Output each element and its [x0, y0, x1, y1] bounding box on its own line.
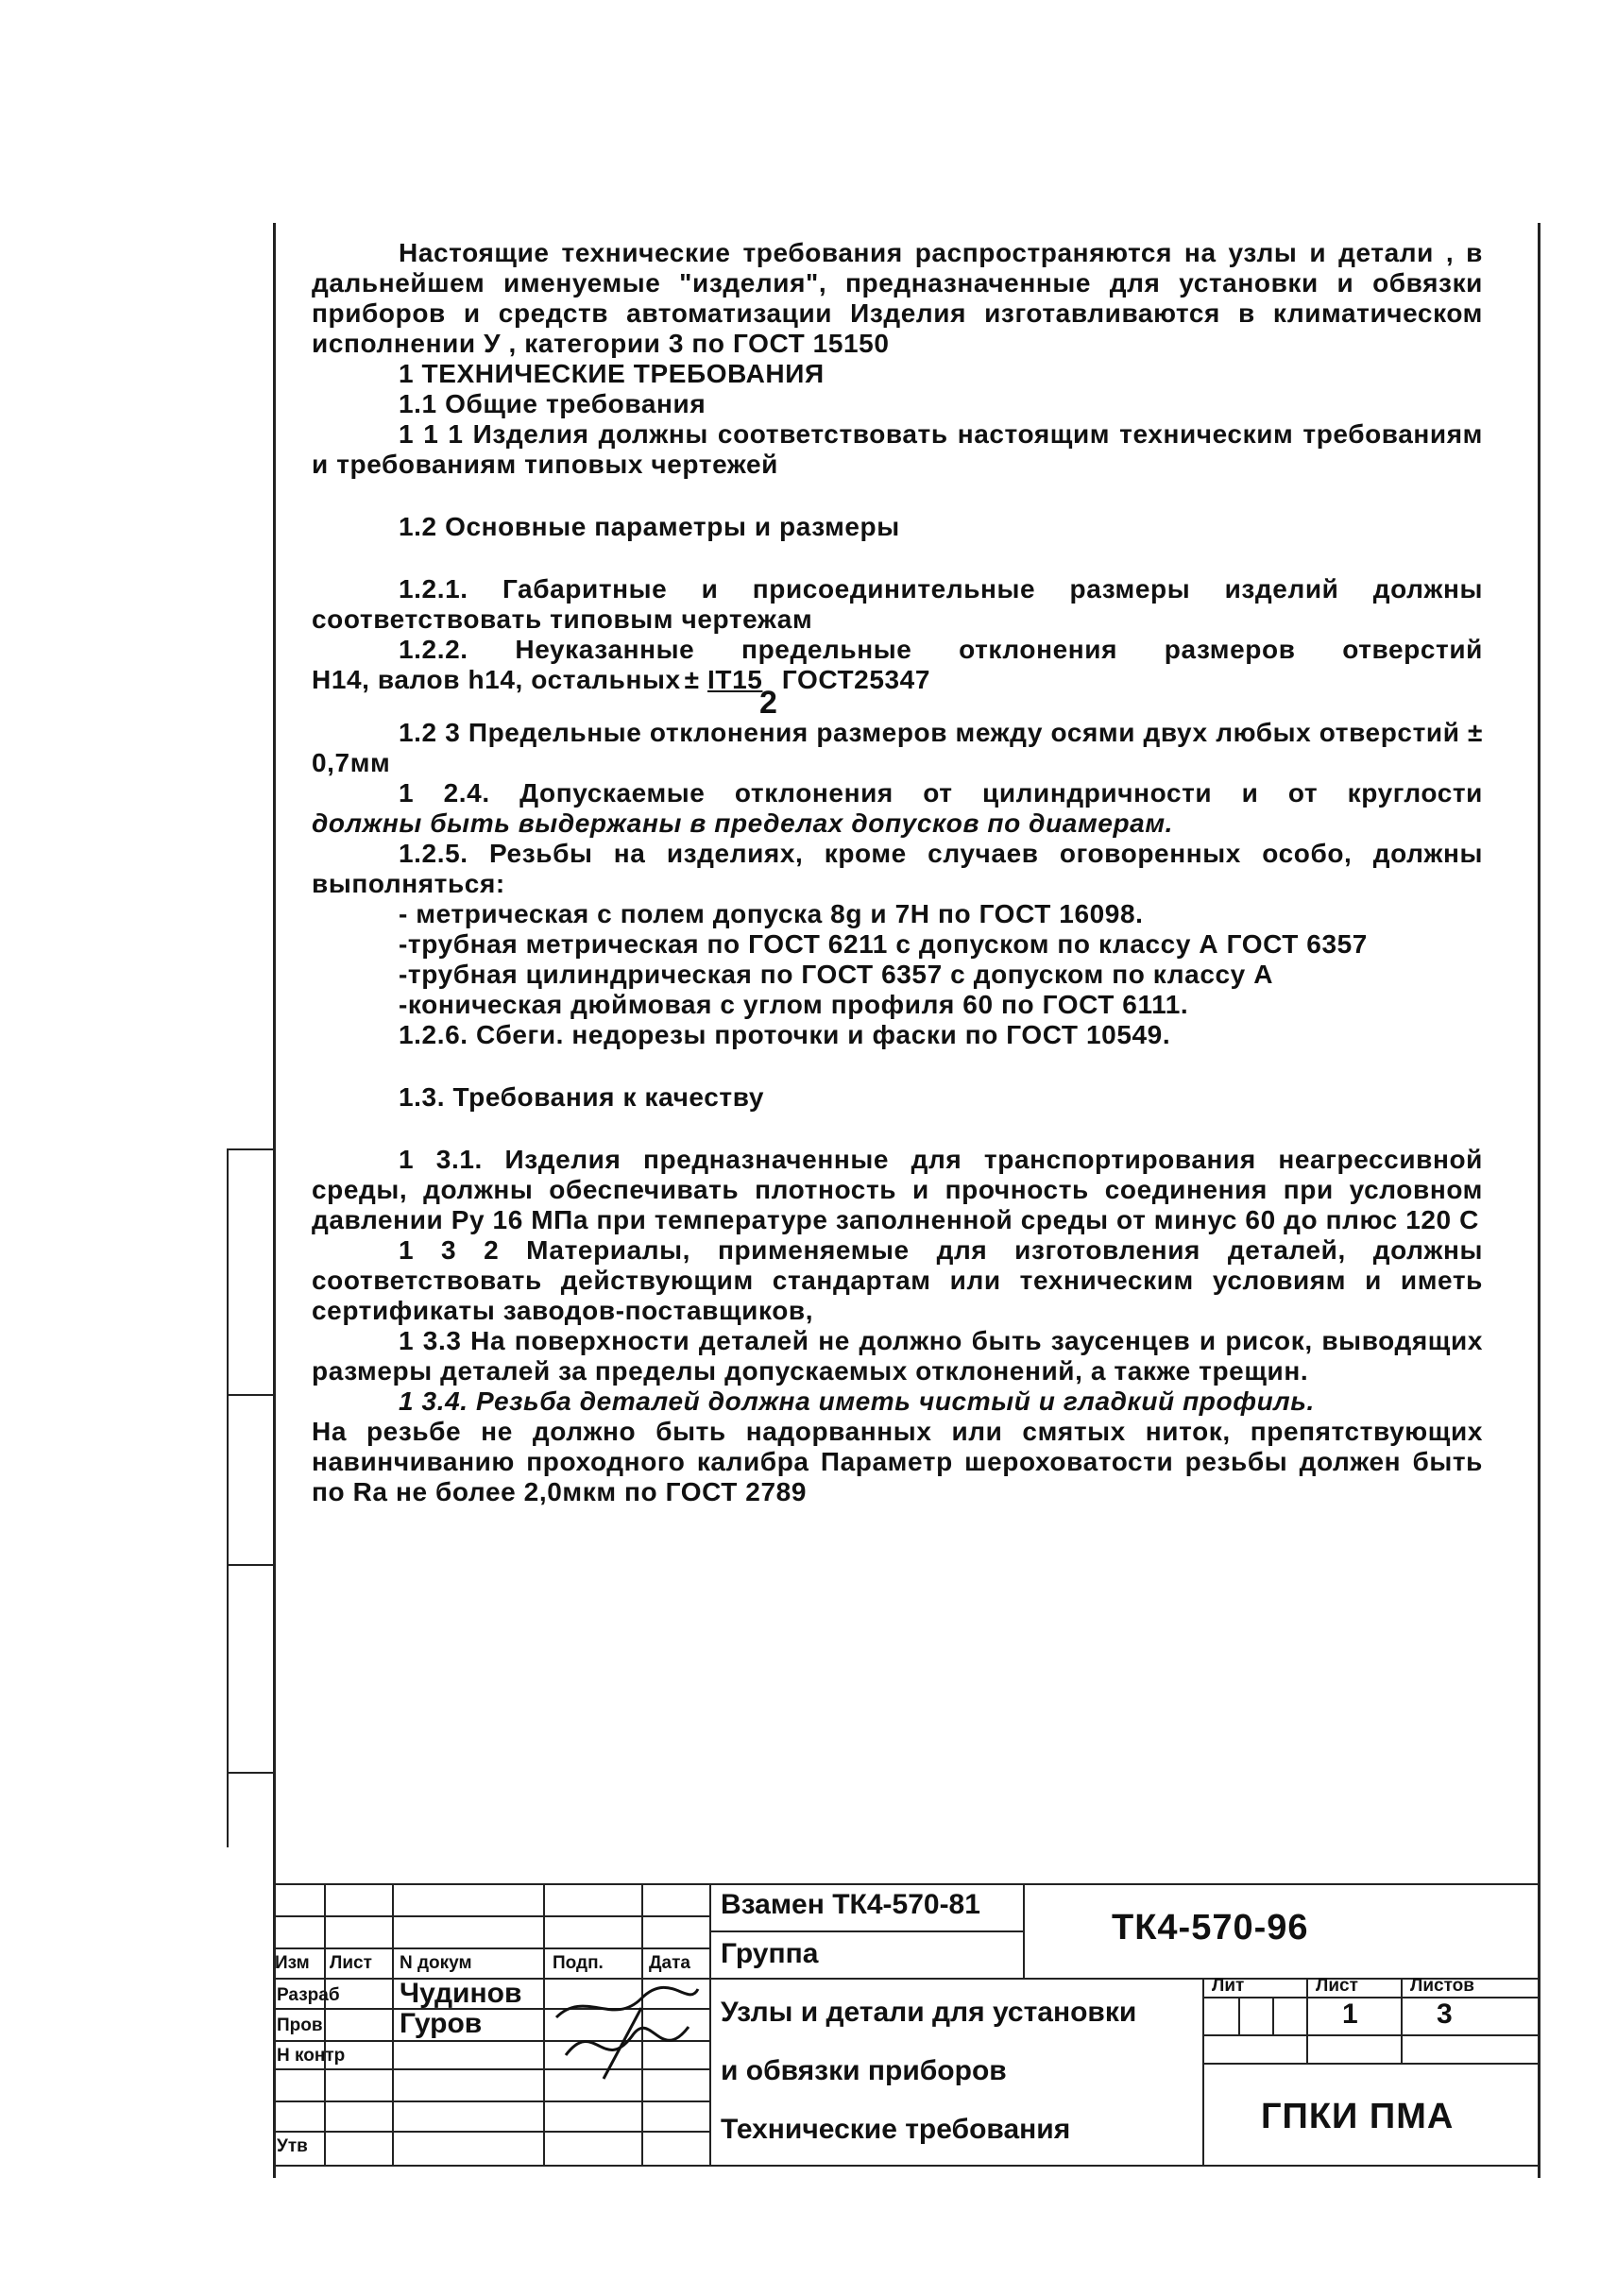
tb-line: [1202, 2063, 1539, 2065]
section-1-3-title: 1.3. Требования к качеству: [399, 1082, 764, 1112]
fraction-denominator: 2: [759, 685, 778, 721]
section-1-title: 1 ТЕХНИЧЕСКИЕ ТРЕБОВАНИЯ: [399, 359, 825, 388]
clause-1-2-2-line1: 1.2.2. Неуказанные предельные отклонения размеров отверстий: [399, 635, 1483, 664]
tb-line: [273, 2131, 709, 2133]
row-norm-control: Н контр: [277, 2046, 346, 2066]
group-label: Группа: [721, 1938, 819, 1969]
col-list: Лист: [330, 1953, 372, 1973]
row-approved: Утв: [277, 2136, 308, 2156]
tb-line: [709, 1930, 1023, 1932]
tb-line: [1202, 1997, 1539, 1998]
sheets-value: 3: [1437, 1998, 1453, 2030]
clause-1-3-3: 1 3.3 На поверхности деталей не должно быть заусенцев и рисок, выводящих размеры деталей за пределы допускаемых отклонений, а также трещин.: [312, 1326, 1483, 1386]
document-body: [312, 238, 1483, 1507]
side-strip-line: [227, 1394, 274, 1396]
row-checker: Пров: [277, 2015, 323, 2035]
tb-vline: [324, 1883, 326, 2165]
clause-1-3-4: [312, 1386, 1483, 1417]
row-developer: Разраб: [277, 1985, 340, 2005]
col-doc: N докум: [400, 1953, 472, 1973]
fraction-numerator: IT15: [707, 665, 763, 694]
clause-1-3-2: 1 3 2 Материалы, применяемые для изготовления деталей, должны соответствовать действующим стандартам или техническим условиям и иметь сертификаты заводов-поставщиков,: [312, 1235, 1483, 1325]
clause-1-2-2-standard: ГОСТ25347: [781, 665, 931, 694]
side-strip-vline: [227, 1148, 229, 1847]
thread-type-4: -коническая дюймовая с углом профиля 60 по ГОСТ 6111.: [399, 990, 1189, 1019]
sheet-label: Лист: [1316, 1976, 1358, 1996]
document-code: ТК4-570-96: [1112, 1908, 1309, 1947]
tb-vline: [1401, 1978, 1403, 2063]
col-izm: Изм: [275, 1953, 310, 1973]
thread-type-2: -трубная метрическая по ГОСТ 6211 с допуском по классу А ГОСТ 6357: [399, 929, 1368, 959]
side-stamp-strip: [227, 1148, 274, 1847]
clause-1-2-5: 1.2.5. Резьбы на изделиях, кроме случаев оговоренных особо, должны выполняться:: [312, 839, 1483, 898]
checker-name: Гуров: [400, 2008, 483, 2039]
tb-line: [273, 1915, 709, 1917]
thread-type-3: -трубная цилиндрическая по ГОСТ 6357 с допуском по классу А: [399, 960, 1274, 989]
clause-1-2-4-line2: должны быть выдержаны в пределах допусков по диамерам.: [312, 808, 1174, 838]
section-1-1-title: 1.1 Общие требования: [399, 389, 706, 418]
clause-1-3-4-continued: На резьбе не должно быть надорванных или смятых ниток, препятствующих навинчиванию проходного калибра Параметр шероховатости резьбы должен быть по Ra не более 2,0мкм по ГОСТ 2789: [312, 1417, 1483, 1506]
tb-line: [273, 1883, 1539, 1885]
tb-vline: [543, 1883, 545, 2165]
clause-1-2-1: 1.2.1. Габаритные и присоединительные размеры изделий должны соответствовать типовым чертежам: [312, 574, 1483, 634]
thread-type-1: - метрическая с полем допуска 8g и 7H по ГОСТ 16098.: [399, 899, 1144, 928]
sheets-label: Листов: [1410, 1976, 1474, 1996]
section-1-2-title: 1.2 Основные параметры и размеры: [399, 512, 900, 541]
clause-1-3-4-text: 1 3.4. Резьба деталей должна иметь чистый и гладкий профиль.: [399, 1386, 1315, 1416]
clause-1-1-1: 1 1 1 Изделия должны соответствовать настоящим техническим требованиям и требованиям типовых чертежей: [312, 419, 1483, 479]
clause-1-2-2-line2: [312, 665, 1483, 721]
tb-vline: [392, 1883, 394, 2165]
clause-1-2-4-line1: 1 2.4. Допускаемые отклонения от цилиндричности и от круглости: [399, 778, 1483, 808]
title-line-1: Узлы и детали для установки: [721, 1997, 1137, 2028]
organization: ГПКИ ПМА: [1261, 2097, 1455, 2136]
tb-line: [1202, 2034, 1539, 2036]
tb-vline: [1306, 1978, 1308, 2063]
tolerance-fraction: [707, 665, 778, 721]
tb-vline: [1202, 1978, 1204, 2165]
signature-drawing: [547, 1980, 707, 2083]
intro-paragraph: Настоящие технические требования распространяются на узлы и детали , в дальнейшем именуемые "изделия", предназначенные для установки и обвязки приборов и средств автоматизации Изделия изготавливаются в климатическом исполнении У , категории 3 по ГОСТ 15150: [312, 238, 1483, 358]
tb-vline: [1272, 1997, 1274, 2034]
tb-vline: [1023, 1883, 1025, 1978]
plus-minus-sign: ±: [684, 665, 700, 694]
side-strip-line: [227, 1148, 274, 1150]
col-date: Дата: [649, 1953, 690, 1973]
title-line-2: и обвязки приборов: [721, 2055, 1007, 2086]
tb-line: [273, 2165, 1539, 2167]
developer-name: Чудинов: [400, 1978, 522, 2009]
col-sign: Подп.: [553, 1953, 604, 1973]
side-strip-line: [227, 1564, 274, 1566]
replaces-label: Взамен ТК4-570-81: [721, 1889, 980, 1920]
lit-label: Лит: [1212, 1976, 1245, 1996]
title-block: [273, 1883, 1539, 2176]
tb-vline: [1238, 1997, 1240, 2034]
title-line-3: Технические требования: [721, 2114, 1071, 2145]
clause-1-3-1: 1 3.1. Изделия предназначенные для транспортирования неагрессивной среды, должны обеспечивать плотность и прочность соединения при условном давлении Ру 16 МПа при температуре заполненной среды от минус 60 до плюс 120 С: [312, 1145, 1483, 1234]
side-strip-line: [227, 1772, 274, 1774]
clause-1-2-6: 1.2.6. Сбеги. недорезы проточки и фаски по ГОСТ 10549.: [399, 1020, 1171, 1049]
clause-1-2-3: 1.2 3 Предельные отклонения размеров между осями двух любых отверстий ± 0,7мм: [312, 718, 1483, 777]
sheet-value: 1: [1342, 1998, 1358, 2030]
tb-line: [273, 2100, 709, 2102]
tb-vline: [709, 1883, 711, 2165]
clause-1-2-2-text: H14, валов h14, остальных: [312, 665, 681, 694]
tb-line: [273, 1947, 709, 1949]
